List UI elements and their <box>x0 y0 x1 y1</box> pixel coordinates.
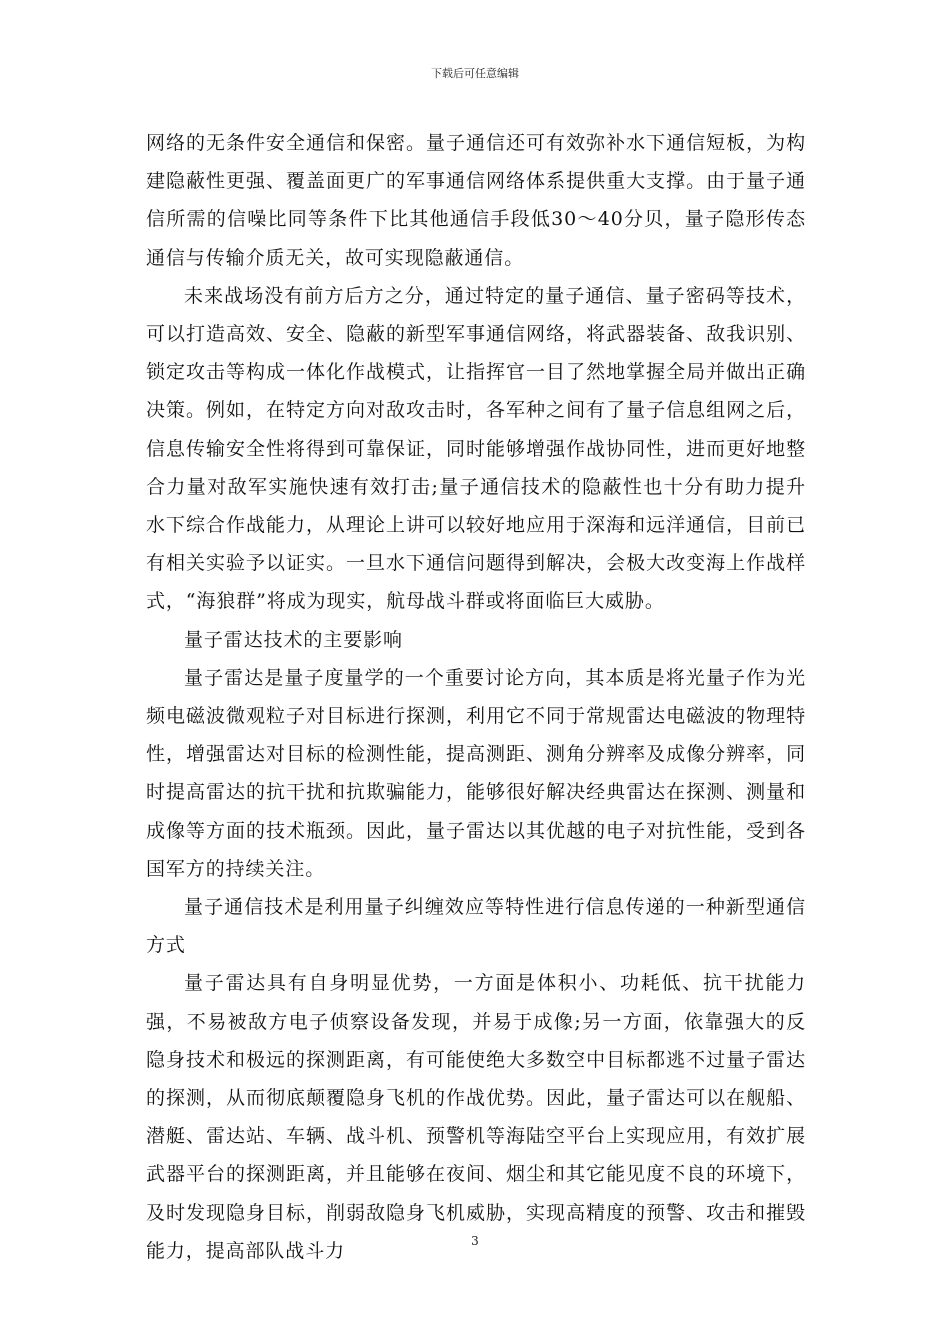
paragraph-quantum-radar-advantages: 量子雷达具有自身明显优势，一方面是体积小、功耗低、抗干扰能力强，不易被敌方电子侦察设备发现，并易于成像;另一方面，依靠强大的反隐身技术和极远的探测距离，有可能使绝大多数空中目标都逃不过量子雷达的探测，从而彻底颠覆隐身飞机的作战优势。因此，量子雷达可以在舰船、潜艇、雷达站、车辆、战斗机、预警机等海陆空平台上实现应用，有效扩展武器平台的探测距离，并且能够在夜间、烟尘和其它能见度不良的环境下，及时发现隐身目标，削弱敌隐身飞机威胁，实现高精度的预警、攻击和摧毁能力，提高部队战斗力 <box>146 972 806 1262</box>
paragraph-quantum-radar-intro: 量子雷达是量子度量学的一个重要讨论方向，其本质是将光量子作为光频电磁波微观粒子对目标进行探测，利用它不同于常规雷达电磁波的物理特性，增强雷达对目标的检测性能，提高测距、测角分辨率及成像分辨率，同时提高雷达的抗干扰和抗欺骗能力，能够很好解决经典雷达在探测、测量和成像等方面的技术瓶颈。因此，量子雷达以其优越的电子对抗性能，受到各国军方的持续关注。 <box>146 666 806 880</box>
page-header: 下载后可任意编辑 <box>431 67 519 80</box>
paragraph-quantum-communication-definition: 量子通信技术是利用量子纠缠效应等特性进行信息传递的一种新型通信方式 <box>146 896 806 957</box>
paragraph-continuation: 网络的无条件安全通信和保密。量子通信还可有效弥补水下通信短板，为构建隐蔽性更强、覆盖面更广的军事通信网络体系提供重大支撑。由于量子通信所需的信噪比同等条件下比其他通信手段低30～40分贝，量子隐形传态通信与传输介质无关，故可实现隐蔽通信。 <box>146 132 806 269</box>
document-body <box>146 124 806 1270</box>
paragraph-future-battlefield: 未来战场没有前方后方之分，通过特定的量子通信、量子密码等技术，可以打造高效、安全、隐蔽的新型军事通信网络，将武器装备、敌我识别、锁定攻击等构成一体化作战模式，让指挥官一目了然地掌握全局并做出正确决策。例如，在特定方向对敌攻击时，各军种之间有了量子信息组网之后，信息传输安全性将得到可靠保证，同时能够增强作战协同性，进而更好地整合力量对敌军实施快速有效打击;量子通信技术的隐蔽性也十分有助力提升水下综合作战能力，从理论上讲可以较好地应用于深海和远洋通信，目前已有相关实验予以证实。一旦水下通信问题得到解决，会极大改变海上作战样式，“海狼群”将成为现实，航母战斗群或将面临巨大威胁。 <box>146 284 806 613</box>
page-number: 3 <box>471 1234 479 1248</box>
section-heading-quantum-radar: 量子雷达技术的主要影响 <box>184 628 403 651</box>
